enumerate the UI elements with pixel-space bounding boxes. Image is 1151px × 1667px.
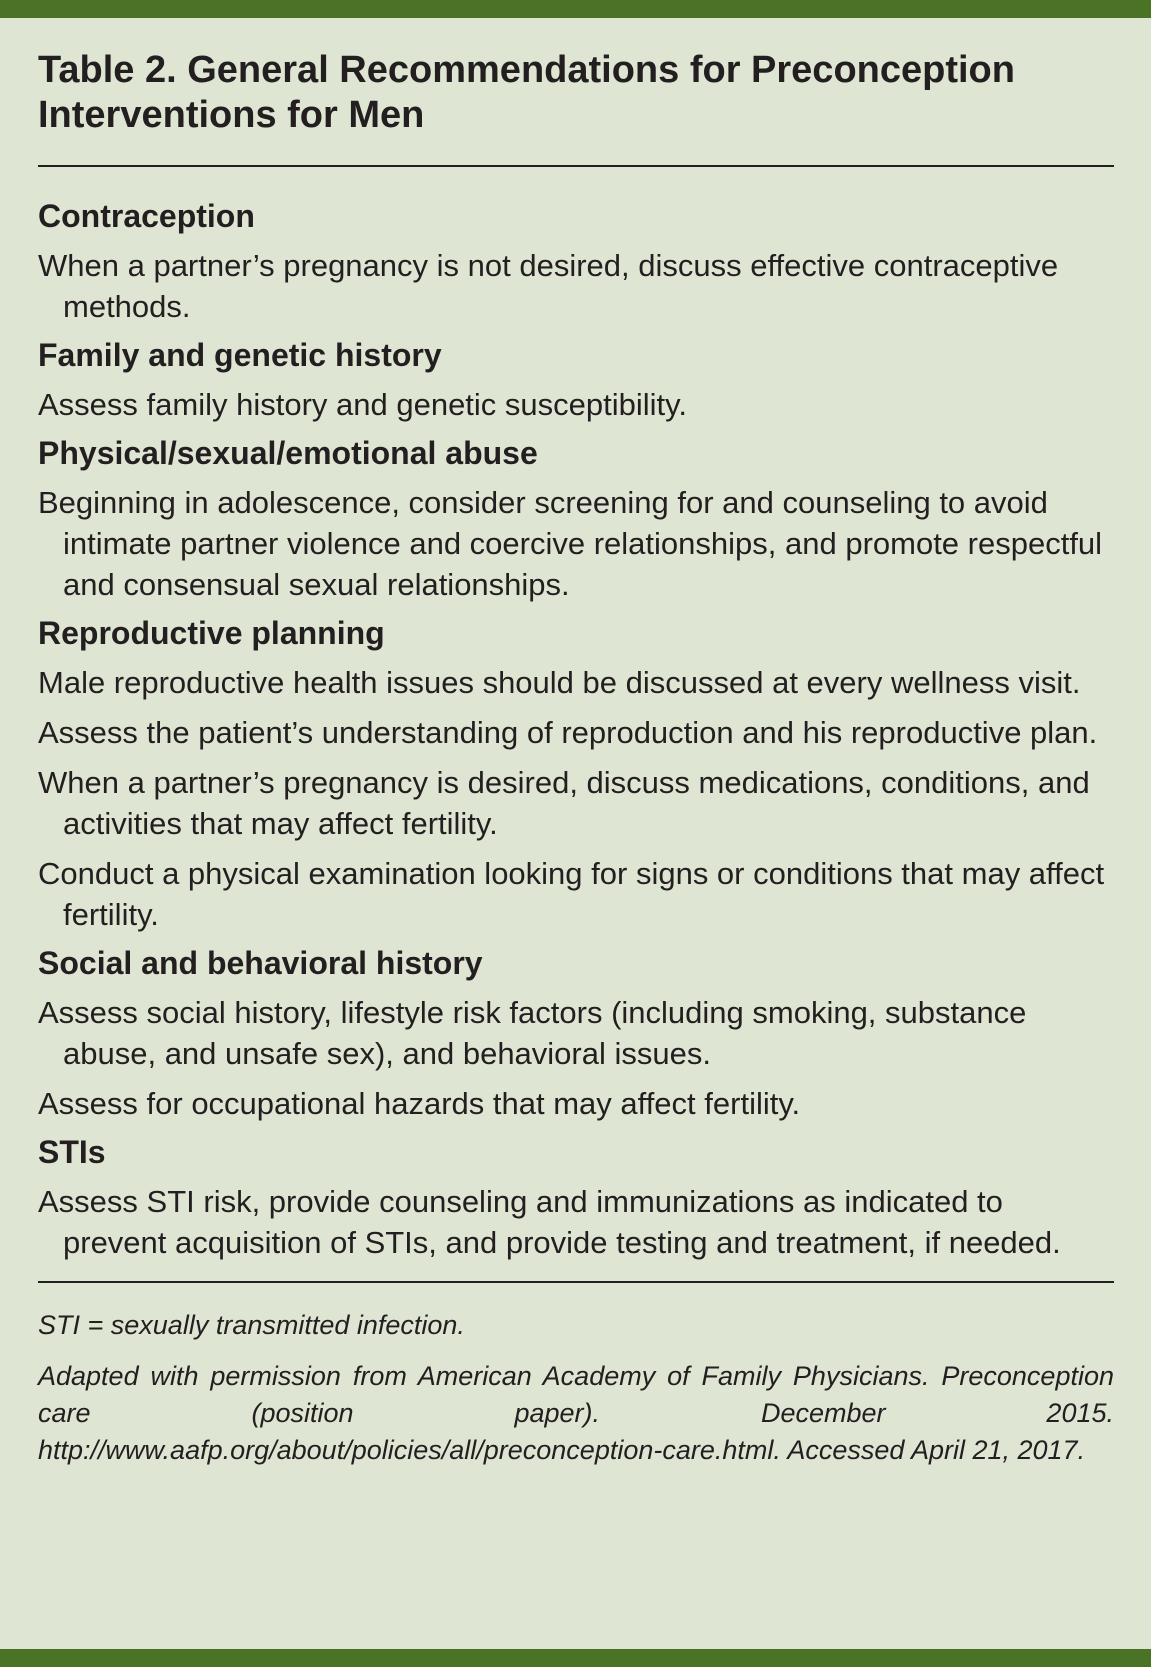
section (38, 336, 1114, 425)
title-divider (38, 165, 1114, 167)
section-heading: Reproductive planning (38, 615, 385, 651)
footer-divider (38, 1281, 1114, 1283)
section (38, 197, 1114, 327)
recommendation-item: Assess for occupational hazards that may affect fertility. (38, 1086, 801, 1121)
recommendation-item: When a partner’s pregnancy is desired, discuss medications, conditions, and activities that may affect fertility. (38, 765, 1090, 841)
bottom-accent-bar (0, 1649, 1151, 1667)
recommendation-item: Assess STI risk, provide counseling and immunizations as indicated to prevent acquisition of STIs, and provide testing and treatment, if needed. (38, 1184, 1061, 1260)
section (38, 944, 1114, 1124)
recommendation-item: When a partner’s pregnancy is not desired, discuss effective contraceptive methods. (38, 248, 1059, 324)
abbreviation-footnote: STI = sexually transmitted infection. (38, 1310, 465, 1340)
section (38, 434, 1114, 605)
section (38, 1133, 1114, 1263)
recommendation-item: Conduct a physical examination looking for signs or conditions that may affect fertility. (38, 856, 1105, 932)
section-heading: Physical/sexual/emotional abuse (38, 435, 538, 471)
recommendation-item: Assess the patient’s understanding of reproduction and his reproductive plan. (38, 715, 1098, 750)
top-accent-bar (0, 0, 1151, 18)
recommendation-item: Assess family history and genetic susceptibility. (38, 387, 687, 422)
section-heading: STIs (38, 1134, 106, 1170)
section (38, 614, 1114, 935)
recommendation-item: Assess social history, lifestyle risk factors (including smoking, substance abuse, and unsafe sex), and behavioral issues. (38, 995, 1027, 1071)
section-heading: Social and behavioral history (38, 945, 483, 981)
recommendation-item: Beginning in adolescence, consider screening for and counseling to avoid intimate partner violence and coercive relationships, and promote respectful and consensual sexual relationships. (38, 485, 1103, 602)
section-heading: Contraception (38, 198, 255, 234)
recommendation-item: Male reproductive health issues should be discussed at every wellness visit. (38, 665, 1081, 700)
source-citation: Adapted with permission from American Academy of Family Physicians. Preconception care (position paper). December 2015. http://www.aafp.org/about/policies/all/preconception-care.html. Accessed April 21, 2017. (38, 1361, 1114, 1465)
recommendation-sections (38, 197, 1114, 1263)
section-heading: Family and genetic history (38, 337, 442, 373)
table-panel (38, 18, 1114, 1469)
table-title: Table 2. General Recommendations for Preconception Interventions for Men (38, 49, 1015, 136)
